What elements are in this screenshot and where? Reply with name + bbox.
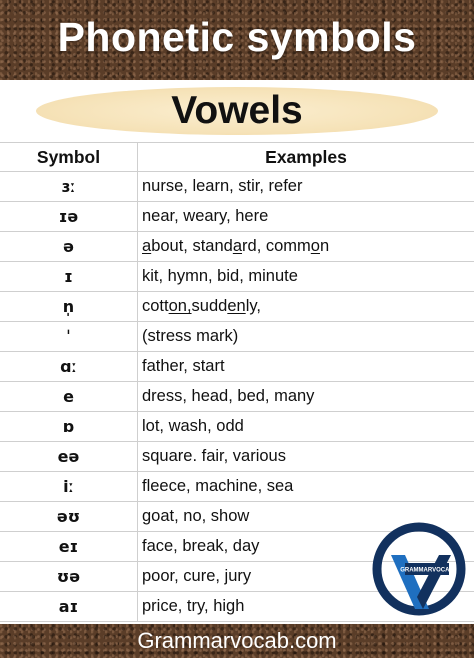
examples-cell: poor, cure, jury [142, 567, 252, 585]
header-banner [0, 0, 474, 80]
examples-cell: lot, wash, odd [142, 417, 244, 435]
symbol-cell: e [0, 382, 138, 411]
table-row [0, 322, 474, 352]
examples-cell: a bout, stand a rd, comm o n [142, 237, 330, 255]
symbol-cell: aɪ [0, 592, 138, 621]
symbol-cell: ə [0, 232, 138, 261]
table-row [0, 442, 474, 472]
examples-cell: price, try, high [142, 597, 245, 615]
table-row [0, 292, 474, 322]
examples-cell: square. fair, various [142, 447, 286, 465]
symbol-cell: eə [0, 442, 138, 471]
symbol-cell: n̩ [0, 292, 138, 321]
section-title: Vowels [171, 89, 303, 132]
symbol-cell: ˈ [0, 322, 138, 351]
column-header-examples: Examples [265, 146, 347, 167]
table-row [0, 172, 474, 202]
footer-banner [0, 624, 474, 658]
examples-cell: face, break, day [142, 537, 260, 555]
footer-site-link[interactable]: Grammarvocab.com [137, 628, 337, 653]
table-row [0, 352, 474, 382]
symbol-cell: iː [0, 472, 138, 501]
examples-cell: goat, no, show [142, 507, 250, 525]
page-title: Phonetic symbols [57, 13, 417, 60]
logo-wordmark: GRAMMARVOCAB [400, 567, 454, 574]
symbol-cell: ʊə [0, 562, 138, 591]
symbol-cell: eɪ [0, 532, 138, 561]
table-row [0, 202, 474, 232]
table-row [0, 472, 474, 502]
table-row [0, 262, 474, 292]
examples-cell: fleece, machine, sea [142, 477, 294, 495]
symbol-cell: ɪə [0, 202, 138, 231]
column-header-symbol: Symbol [0, 143, 138, 171]
examples-cell: near, weary, here [142, 207, 269, 225]
table-row [0, 412, 474, 442]
examples-cell: father, start [142, 357, 225, 375]
examples-cell: dress, head, bed, many [142, 387, 315, 405]
examples-cell: nurse, learn, stir, refer [142, 177, 303, 195]
section-heading [0, 80, 474, 142]
symbol-cell: ɪ [0, 262, 138, 291]
examples-cell: cott on, sudd en ly, [142, 297, 261, 315]
examples-cell: (stress mark) [142, 327, 239, 345]
symbol-cell: əʊ [0, 502, 138, 531]
symbol-cell: ɒ [0, 412, 138, 441]
grammarvocab-logo-icon [371, 521, 467, 617]
table-row [0, 382, 474, 412]
table-row [0, 232, 474, 262]
table-header-row [0, 142, 474, 172]
symbol-cell: ɜː [0, 172, 138, 201]
examples-cell: kit, hymn, bid, minute [142, 267, 298, 285]
symbol-cell: ɑː [0, 352, 138, 381]
